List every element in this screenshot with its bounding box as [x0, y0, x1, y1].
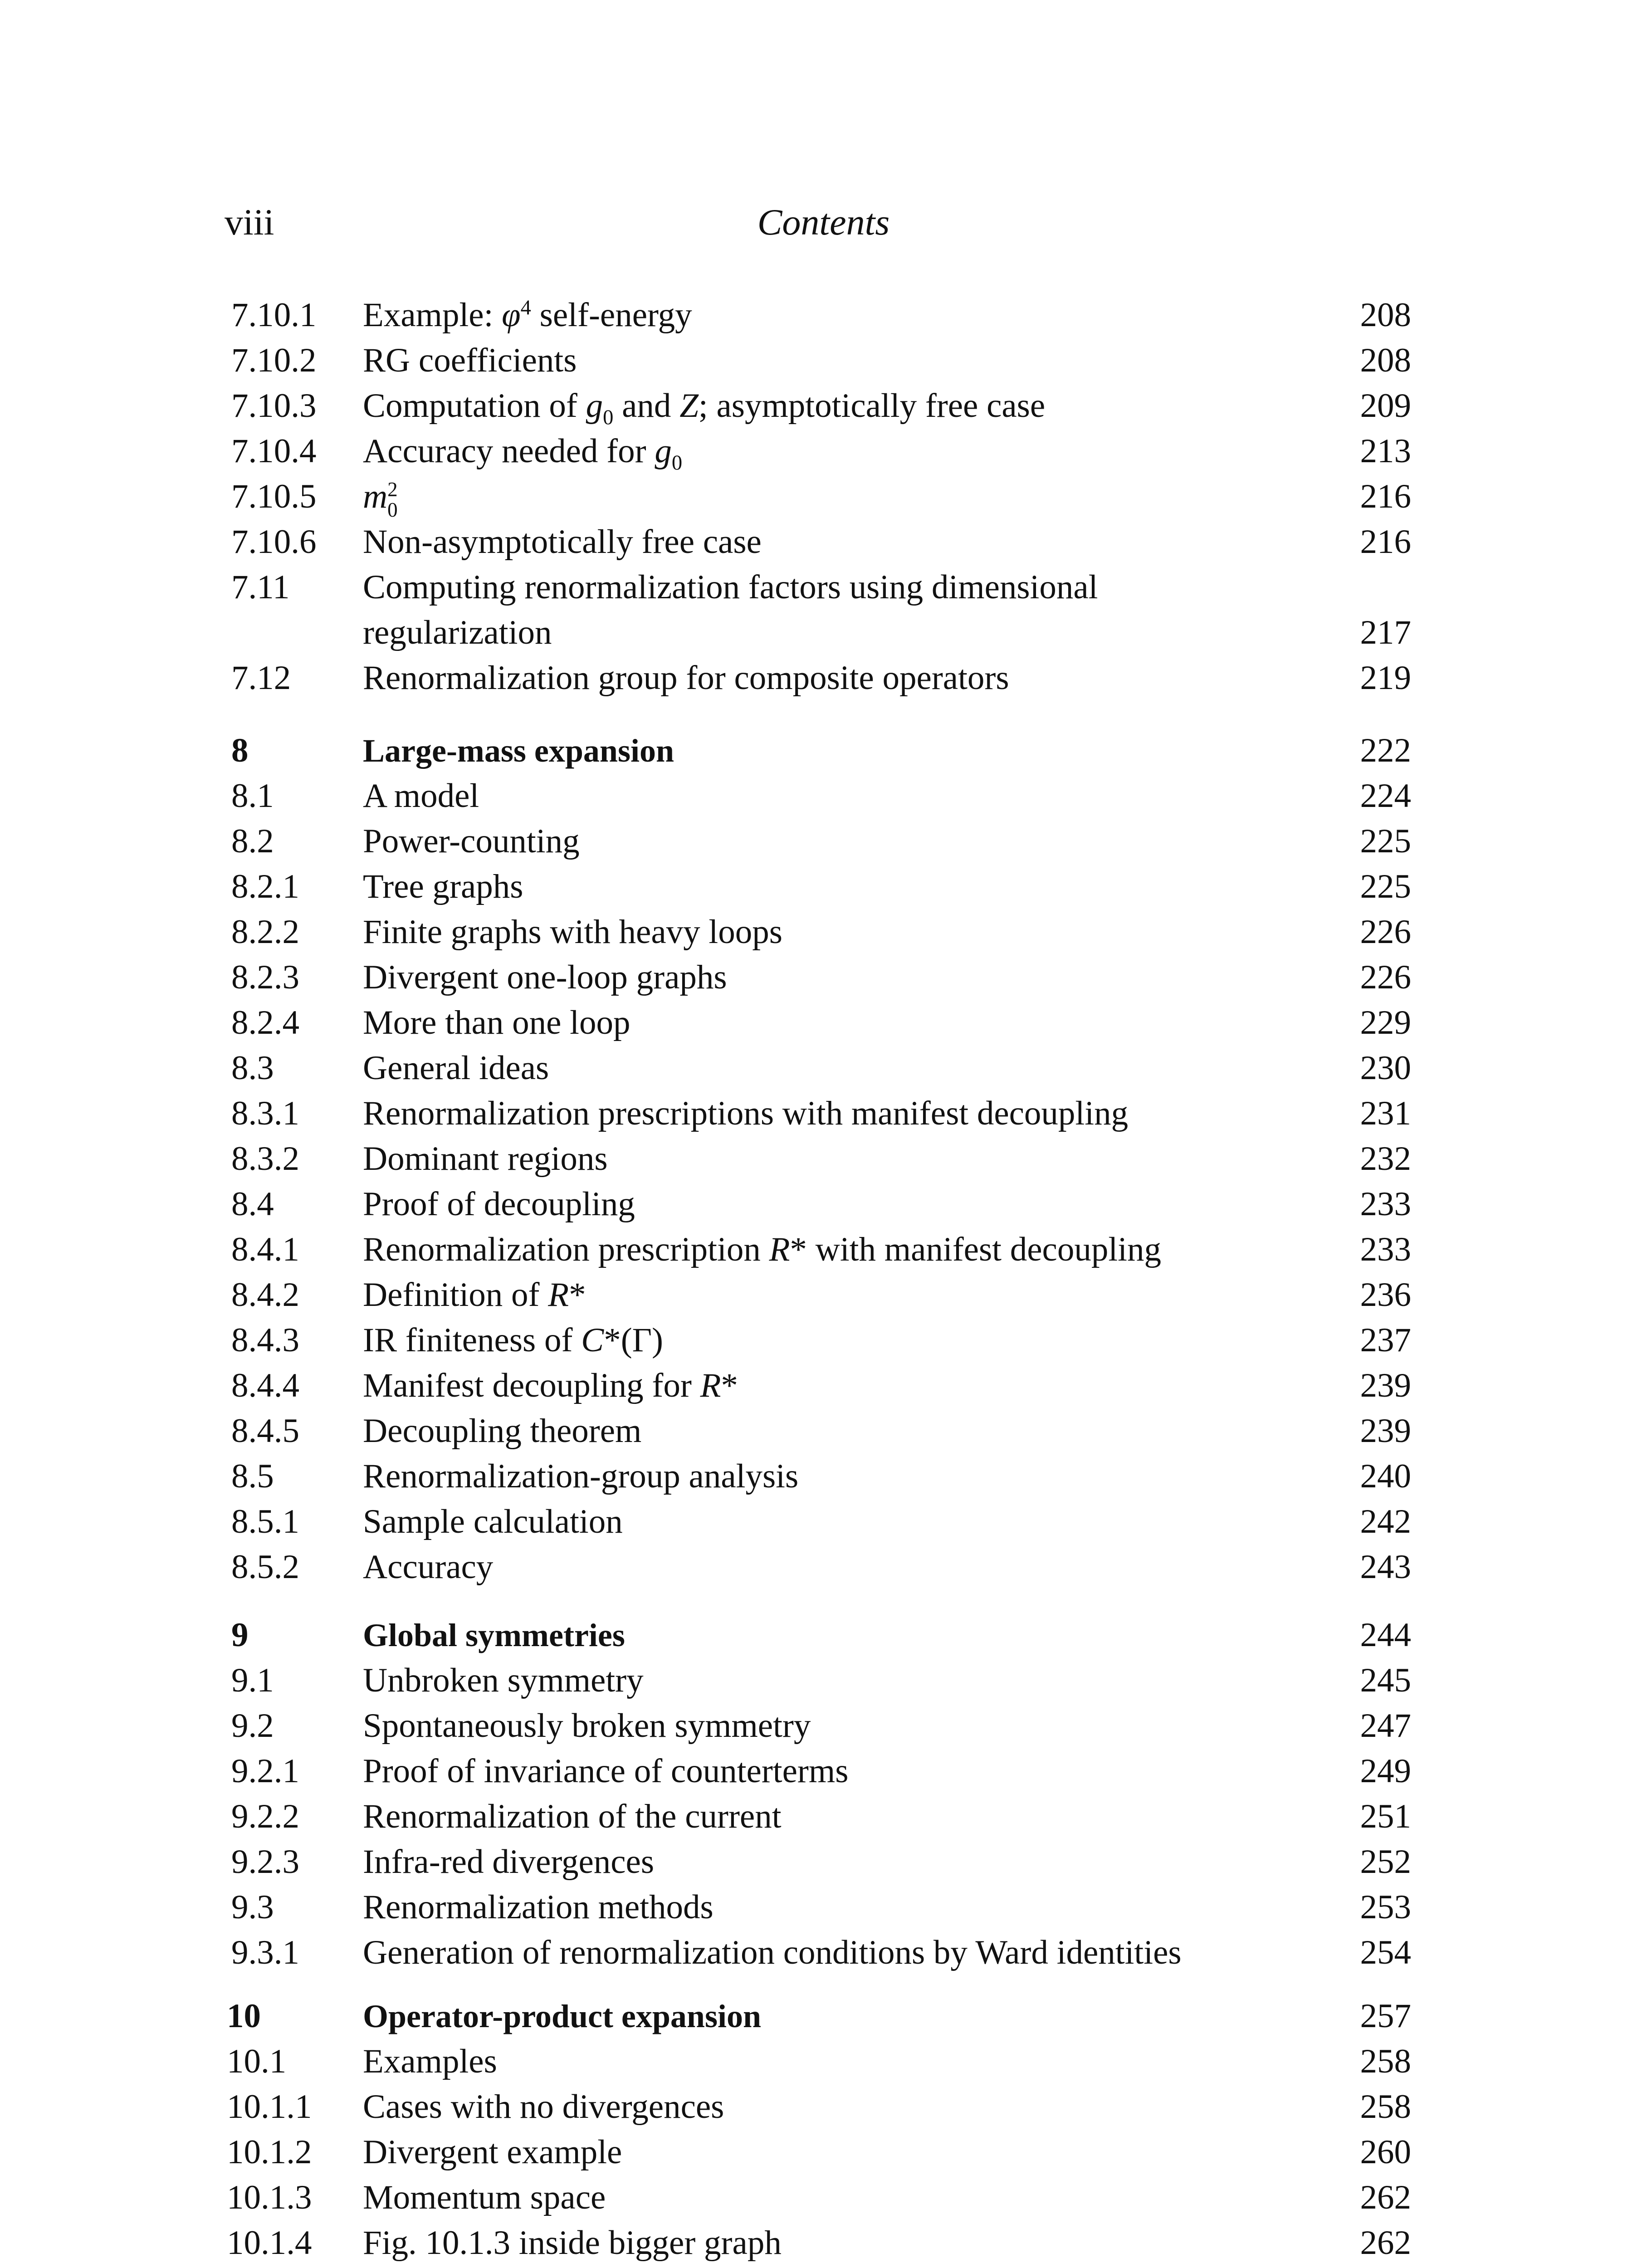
page-ref: 216: [1360, 523, 1411, 561]
toc-entry[interactable]: [0, 1454, 1647, 1499]
section-title: Computation of $g_0$ and Z; asymptotically free case: [363, 387, 1046, 429]
section-title: Renormalization prescriptions with manifest decoupling: [363, 1095, 1129, 1132]
toc-entry[interactable]: [0, 819, 1647, 864]
toc-entry[interactable]: [0, 565, 1647, 610]
section-title: Examples: [363, 2043, 497, 2080]
toc-entry[interactable]: [0, 955, 1647, 1000]
section-title: Finite graphs with heavy loops: [363, 913, 782, 951]
page-ref: 225: [1360, 868, 1411, 905]
toc-entry[interactable]: [0, 1545, 1647, 1590]
section-number: 7.10.1: [231, 296, 317, 334]
toc-entry[interactable]: [0, 1658, 1647, 1703]
toc-entry[interactable]: [0, 1227, 1647, 1272]
page-ref: 260: [1360, 2133, 1411, 2171]
section-number: 10.1.1: [227, 2088, 312, 2126]
page-ref: 208: [1360, 296, 1411, 334]
section-number: 8.5: [231, 1457, 274, 1495]
toc-entry[interactable]: [0, 383, 1647, 429]
toc-entry[interactable]: [0, 1000, 1647, 1046]
toc-entry[interactable]: [0, 773, 1647, 819]
section-title: RG coefficients: [363, 342, 577, 379]
section-number: 8.3: [231, 1049, 274, 1087]
section-number: 7.10.2: [231, 342, 317, 379]
section-number: 8.2.3: [231, 958, 299, 996]
section-number: 7.11: [231, 568, 290, 606]
page-ref: 219: [1360, 659, 1411, 697]
section-number: 8.1: [231, 777, 274, 815]
section-title: Sample calculation: [363, 1503, 623, 1540]
toc-chapter[interactable]: [0, 1994, 1647, 2039]
toc-entry[interactable]: [0, 2220, 1647, 2266]
chapter-number: 9: [231, 1616, 249, 1654]
page-ref: 209: [1360, 387, 1411, 425]
section-number: 8.4: [231, 1185, 274, 1223]
section-title: Non-asymptotically free case: [363, 523, 762, 561]
page-ref: 258: [1360, 2088, 1411, 2126]
toc-entry-continuation[interactable]: [0, 610, 1647, 655]
section-title: Proof of invariance of counterterms: [363, 1752, 849, 1790]
toc-entry[interactable]: [0, 519, 1647, 565]
section-number: 7.12: [231, 659, 291, 697]
page-ref: 233: [1360, 1185, 1411, 1223]
section-title: Accuracy: [363, 1548, 494, 1586]
toc-entry[interactable]: [0, 1794, 1647, 1839]
section-title: Example: $\varphi^4$ self-energy: [363, 296, 692, 334]
toc-entry[interactable]: [0, 429, 1647, 474]
toc-entry[interactable]: [0, 1091, 1647, 1136]
section-number: 7.10.4: [231, 432, 317, 470]
toc-entry[interactable]: [0, 1499, 1647, 1545]
section-number: 10.1: [227, 2043, 287, 2080]
page-ref: 230: [1360, 1049, 1411, 1087]
page-ref: 262: [1360, 2179, 1411, 2216]
page-ref: 216: [1360, 478, 1411, 515]
section-number: 10.1.2: [227, 2133, 312, 2171]
page-ref: 224: [1360, 777, 1411, 815]
page-ref: 249: [1360, 1752, 1411, 1790]
section-title: Tree graphs: [363, 868, 523, 905]
toc-entry[interactable]: [0, 474, 1647, 519]
section-title: Manifest decoupling for R*: [363, 1367, 738, 1404]
section-title: Generation of renormalization conditions by Ward identities: [363, 1934, 1182, 1971]
section-number: 8.2.4: [231, 1004, 299, 1041]
toc-entry[interactable]: [0, 2175, 1647, 2220]
section-title: Unbroken symmetry: [363, 1662, 644, 1699]
section-number: 9.2.2: [231, 1798, 299, 1835]
page-ref: 254: [1360, 1934, 1411, 1971]
page-ref: 262: [1360, 2224, 1411, 2262]
section-title: Divergent one-loop graphs: [363, 958, 727, 996]
page-ref: 213: [1360, 432, 1411, 470]
page-ref: 252: [1360, 1843, 1411, 1881]
section-title: Fig. 10.1.3 inside bigger graph: [363, 2224, 782, 2262]
section-number: 10.1.4: [227, 2224, 312, 2262]
toc-entry[interactable]: [0, 338, 1647, 383]
toc-entry[interactable]: [0, 1182, 1647, 1227]
section-number: 9.1: [231, 1662, 274, 1699]
section-title: Definition of R*: [363, 1276, 586, 1314]
page-ref: 244: [1360, 1616, 1411, 1654]
page-ref: 247: [1360, 1707, 1411, 1745]
section-title: Renormalization-group analysis: [363, 1457, 799, 1495]
section-number: 8.4.5: [231, 1412, 299, 1450]
toc-entry[interactable]: [0, 293, 1647, 338]
toc-entry[interactable]: [0, 1749, 1647, 1794]
section-title: Dominant regions: [363, 1140, 608, 1178]
page-ref: 217: [1360, 614, 1411, 651]
page-ref: 232: [1360, 1140, 1411, 1178]
toc-entry[interactable]: [0, 1046, 1647, 1091]
section-number: 7.10.5: [231, 478, 317, 515]
page-ref: 242: [1360, 1503, 1411, 1540]
page-ref: 233: [1360, 1231, 1411, 1268]
page-ref: 239: [1360, 1367, 1411, 1404]
toc-entry[interactable]: [0, 1272, 1647, 1318]
section-number: 8.3.2: [231, 1140, 299, 1178]
section-title-continued: regularization: [363, 614, 552, 651]
section-title: IR finiteness of C*(Γ): [363, 1321, 664, 1359]
toc-entry[interactable]: [0, 1408, 1647, 1454]
page-ref: 253: [1360, 1888, 1411, 1926]
section-title: Power-counting: [363, 822, 580, 860]
section-title: More than one loop: [363, 1004, 630, 1041]
section-title: Accuracy needed for $g_0$: [363, 432, 683, 474]
section-title: Momentum space: [363, 2179, 606, 2216]
toc-entry[interactable]: [0, 1703, 1647, 1749]
toc-entry[interactable]: [0, 1930, 1647, 1975]
section-number: 8.5.2: [231, 1548, 299, 1586]
page-ref: 236: [1360, 1276, 1411, 1314]
section-number: 7.10.3: [231, 387, 317, 425]
toc-chapter[interactable]: [0, 1613, 1647, 1658]
section-title: A model: [363, 777, 479, 815]
section-number: 8.3.1: [231, 1095, 299, 1132]
page-ref: 245: [1360, 1662, 1411, 1699]
toc-chapter[interactable]: [0, 728, 1647, 773]
section-title: Renormalization of the current: [363, 1798, 782, 1835]
section-number: 8.2.1: [231, 868, 299, 905]
section-title: Renormalization group for composite operators: [363, 659, 1009, 697]
page-ref: 231: [1360, 1095, 1411, 1132]
section-title: Divergent example: [363, 2133, 622, 2171]
page-ref: 222: [1360, 732, 1411, 769]
page-ref: 226: [1360, 958, 1411, 996]
section-title: Renormalization methods: [363, 1888, 714, 1926]
page-ref: 258: [1360, 2043, 1411, 2080]
chapter-title: Large-mass expansion: [363, 733, 674, 769]
section-number: 8.4.4: [231, 1367, 299, 1404]
page-ref: 226: [1360, 913, 1411, 951]
toc-entry[interactable]: [0, 1839, 1647, 1885]
section-title: Infra-red divergences: [363, 1843, 655, 1881]
section-title: Computing renormalization factors using dimensional: [363, 568, 1098, 606]
page-ref: 208: [1360, 342, 1411, 379]
page-ref: 240: [1360, 1457, 1411, 1495]
section-title: Spontaneously broken symmetry: [363, 1707, 811, 1745]
chapter-title: Operator-product expansion: [363, 1998, 762, 2034]
toc-entry[interactable]: [0, 1318, 1647, 1363]
running-head: Contents: [757, 201, 890, 243]
page-ref: 257: [1360, 1997, 1411, 2035]
toc-entry[interactable]: [0, 864, 1647, 909]
section-number: 9.3.1: [231, 1934, 299, 1971]
section-number: 10.1.3: [227, 2179, 312, 2216]
page-ref: 239: [1360, 1412, 1411, 1450]
toc-entry[interactable]: [0, 2039, 1647, 2084]
section-title: Renormalization prescription R* with manifest decoupling: [363, 1231, 1161, 1268]
section-number: 8.2.2: [231, 913, 299, 951]
page-ref: 251: [1360, 1798, 1411, 1835]
section-title: Cases with no divergences: [363, 2088, 724, 2126]
toc-entry[interactable]: [0, 1885, 1647, 1930]
section-number: 8.4.1: [231, 1231, 299, 1268]
chapter-title: Global symmetries: [363, 1617, 625, 1653]
section-title: General ideas: [363, 1049, 549, 1087]
chapter-number: 8: [231, 732, 249, 769]
toc-entry[interactable]: [0, 1136, 1647, 1182]
page-ref: 237: [1360, 1321, 1411, 1359]
toc-entry[interactable]: [0, 655, 1647, 701]
section-number: 9.2: [231, 1707, 274, 1745]
section-number: 9.2.3: [231, 1843, 299, 1881]
toc-entry[interactable]: [0, 1363, 1647, 1408]
section-number: 8.5.1: [231, 1503, 299, 1540]
section-number: 8.4.2: [231, 1276, 299, 1314]
page-ref: 225: [1360, 822, 1411, 860]
toc-entry[interactable]: [0, 2130, 1647, 2175]
section-number: 7.10.6: [231, 523, 317, 561]
page-ref: 243: [1360, 1548, 1411, 1586]
section-number: 9.3: [231, 1888, 274, 1926]
chapter-number: 10: [227, 1997, 261, 2035]
section-title: Proof of decoupling: [363, 1185, 635, 1223]
section-number: 8.4.3: [231, 1321, 299, 1359]
section-number: 9.2.1: [231, 1752, 299, 1790]
page-number: viii: [225, 201, 274, 243]
page-ref: 229: [1360, 1004, 1411, 1041]
toc-entry[interactable]: [0, 2084, 1647, 2130]
toc-entry[interactable]: [0, 909, 1647, 955]
section-number: 8.2: [231, 822, 274, 860]
section-title: m 2 0: [363, 478, 398, 521]
section-title: Decoupling theorem: [363, 1412, 642, 1450]
